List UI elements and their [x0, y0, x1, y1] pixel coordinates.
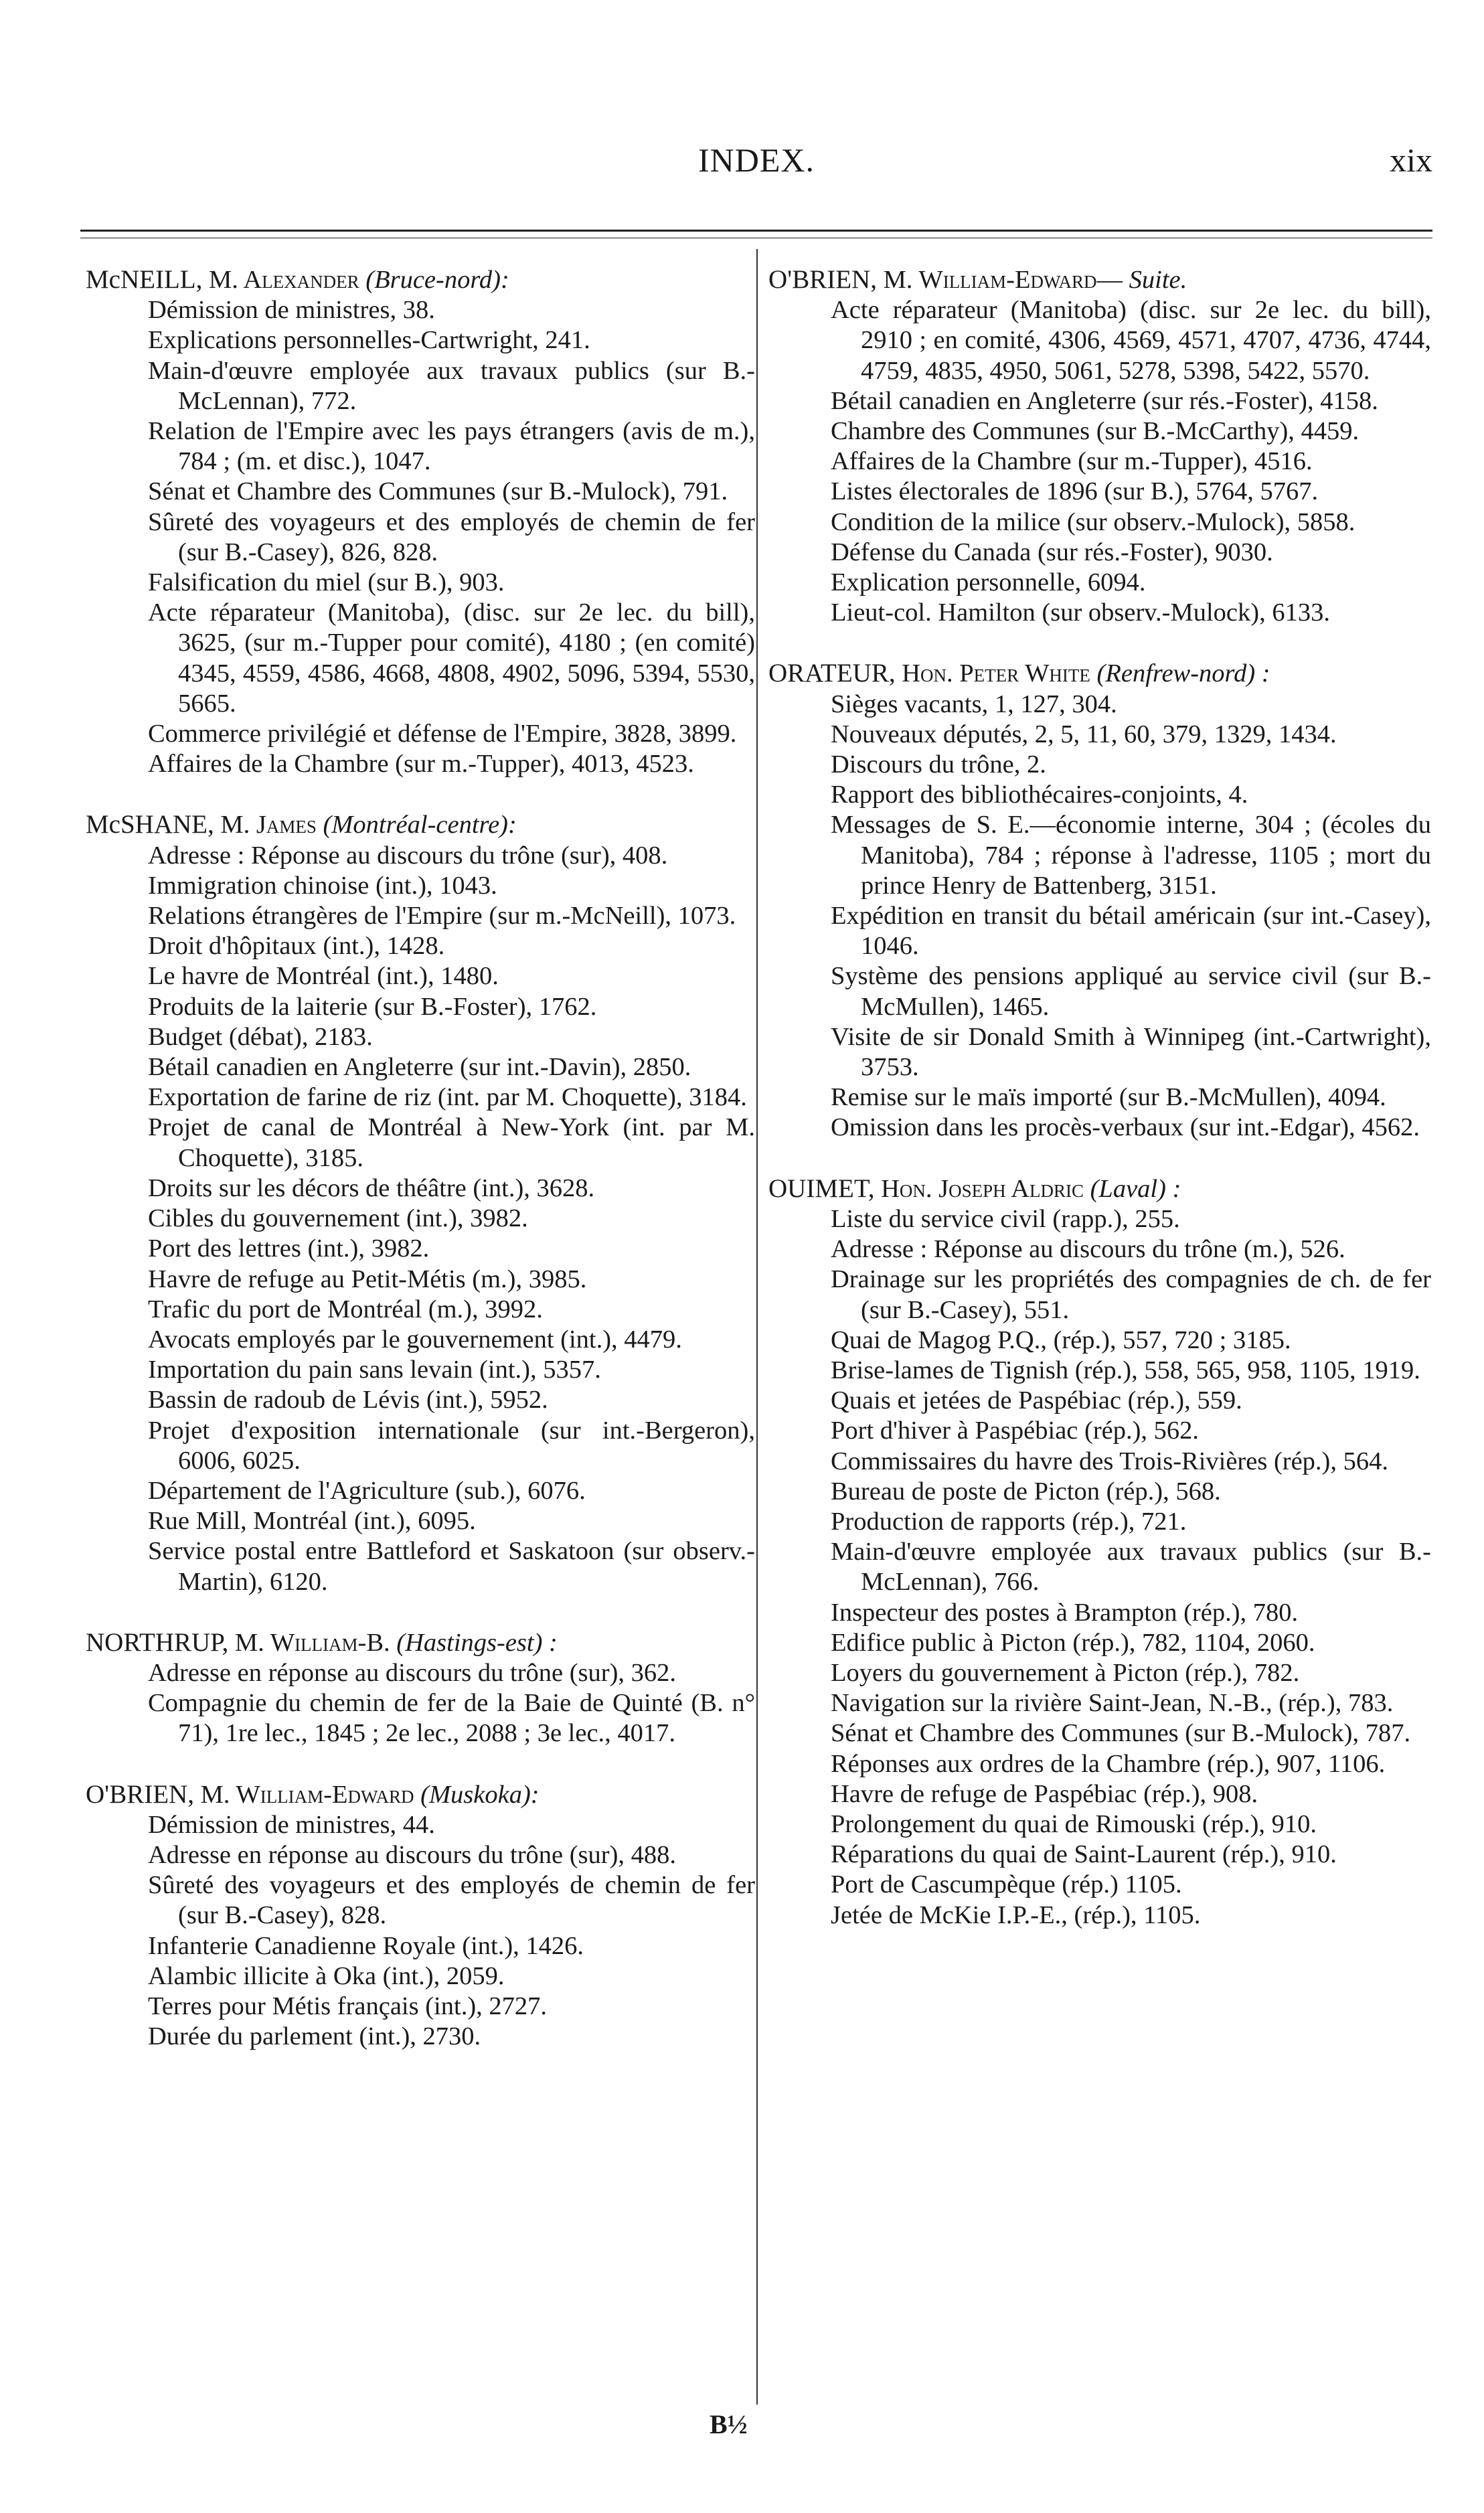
index-item: Expédition en transit du bétail américain (sur int.-Casey), 1046.	[831, 902, 1431, 961]
member-surname: ORATEUR,	[768, 659, 896, 688]
index-item: Affaires de la Chambre (sur m.-Tupper), 4516.	[831, 447, 1313, 476]
index-item: Importation du pain sans levain (int.), 5357.	[148, 1356, 601, 1384]
index-item: Quais et jetées de Paspébiac (rép.), 559.	[831, 1386, 1242, 1415]
member-title: M. William-Edward—	[883, 266, 1123, 294]
entry-heading	[768, 1173, 1431, 1204]
index-item: Sénat et Chambre des Communes (sur B.-Mulock), 791.	[148, 477, 728, 506]
index-item: Sénat et Chambre des Communes (sur B.-Mulock), 787.	[831, 1719, 1411, 1748]
index-item: Inspecteur des postes à Brampton (rép.), 780.	[831, 1598, 1299, 1627]
index-item: Cibles du gouvernement (int.), 3982.	[148, 1204, 528, 1233]
index-item: Département de l'Agriculture (sub.), 6076.	[148, 1476, 586, 1505]
index-item: Drainage sur les propriétés des compagnies de ch. de fer (sur B.-Casey), 551.	[831, 1265, 1431, 1324]
member-surname: O'BRIEN,	[86, 1779, 194, 1809]
index-item: Falsification du miel (sur B.), 903.	[148, 568, 505, 597]
index-item: Trafic du port de Montréal (m.), 3992.	[148, 1295, 543, 1323]
index-item: Sûreté des voyageurs et des employés de chemin de fer (sur B.-Casey), 826, 828.	[148, 507, 755, 566]
index-entry	[86, 809, 755, 1597]
index-item: Havre de refuge au Petit-Métis (m.), 3985.	[148, 1265, 587, 1293]
index-item: Exportation de farine de riz (int. par M. Choquette), 3184.	[148, 1083, 747, 1112]
index-item: Visite de sir Donald Smith à Winnipeg (int.-Cartwright), 3753.	[831, 1022, 1431, 1082]
index-item: Navigation sur la rivière Saint-Jean, N.-B., (rép.), 783.	[831, 1689, 1394, 1718]
index-item: Affaires de la Chambre (sur m.-Tupper), 4013, 4523.	[148, 750, 694, 779]
index-item: Liste du service civil (rapp.), 255.	[831, 1204, 1180, 1233]
index-item: Port d'hiver à Paspébiac (rép.), 562.	[831, 1416, 1200, 1445]
entry-heading	[768, 658, 1431, 689]
index-entry	[86, 1627, 755, 1749]
index-item: Havre de refuge de Paspébiac (rép.), 908.	[831, 1779, 1258, 1808]
entry-heading	[86, 809, 755, 840]
index-item: Production de rapports (rép.), 721.	[831, 1507, 1187, 1536]
index-item: Brise-lames de Tignish (rép.), 558, 565, 958, 1105, 1919.	[831, 1356, 1420, 1384]
member-riding: (Renfrew-nord) :	[1096, 659, 1270, 688]
member-surname: OUIMET,	[768, 1173, 875, 1203]
index-entry	[768, 1173, 1431, 1931]
index-entry	[768, 264, 1431, 628]
index-entry	[768, 658, 1431, 1143]
index-item: Relation de l'Empire avec les pays étrangers (avis de m.), 784 ; (m. et disc.), 1047.	[148, 417, 755, 476]
member-surname: O'BRIEN,	[768, 265, 877, 294]
index-item: Défense du Canada (sur rés.-Foster), 9030.	[831, 538, 1273, 566]
member-surname: NORTHRUP,	[86, 1627, 229, 1657]
index-item: Main-d'œuvre employée aux travaux publics (sur B.-McLennan), 772.	[148, 356, 755, 415]
member-riding: (Bruce-nord):	[365, 266, 509, 294]
index-item: Loyers du gouvernement à Picton (rép.), 782.	[831, 1658, 1300, 1687]
index-item: Main-d'œuvre employée aux travaux publics (sur B.-McLennan), 766.	[831, 1538, 1431, 1597]
column-divider	[756, 249, 758, 2405]
index-item: Bureau de poste de Picton (rép.), 568.	[831, 1477, 1221, 1506]
index-item: Bassin de radoub de Lévis (int.), 5952.	[148, 1386, 548, 1414]
index-item: Commerce privilégié et défense de l'Empire, 3828, 3899.	[148, 720, 737, 748]
index-item: Sièges vacants, 1, 127, 304.	[831, 690, 1117, 718]
index-item: Le havre de Montréal (int.), 1480.	[148, 962, 499, 991]
index-item: Adresse : Réponse au discours du trône (m.), 526.	[831, 1235, 1345, 1264]
entry-heading	[768, 264, 1431, 295]
page-number: xix	[1390, 141, 1432, 179]
index-item: Projet d'exposition internationale (sur int.-Bergeron), 6006, 6025.	[148, 1416, 755, 1475]
index-item: Réponses aux ordres de la Chambre (rép.), 907, 1106.	[831, 1749, 1386, 1778]
entry-heading	[86, 264, 755, 295]
index-item: Infanterie Canadienne Royale (int.), 1426.	[148, 1931, 584, 1960]
member-riding: (Laval) :	[1090, 1174, 1181, 1203]
index-item: Droit d'hôpitaux (int.), 1428.	[148, 932, 445, 961]
index-item: Durée du parlement (int.), 2730.	[148, 2022, 481, 2051]
index-item: Droits sur les décors de théâtre (int.), 3628.	[148, 1173, 595, 1202]
index-item: Avocats employés par le gouvernement (int.), 4479.	[148, 1325, 682, 1354]
page-title: INDEX.	[697, 141, 815, 179]
member-title: M. William-Edward	[200, 1780, 414, 1809]
index-item: Relations étrangères de l'Empire (sur m.-McNeill), 1073.	[148, 902, 736, 930]
index-item: Démission de ministres, 44.	[148, 1810, 435, 1839]
index-item: Réparations du quai de Saint-Laurent (rép.), 910.	[831, 1840, 1337, 1869]
index-item: Prolongement du quai de Rimouski (rép.), 910.	[831, 1809, 1317, 1838]
index-item: Nouveaux députés, 2, 5, 11, 60, 379, 1329, 1434.	[831, 720, 1337, 748]
index-item: Démission de ministres, 38.	[148, 296, 435, 325]
index-item: Adresse en réponse au discours du trône (sur), 488.	[148, 1840, 677, 1869]
printer-signature: B½	[710, 2409, 748, 2439]
member-riding: (Montréal-centre):	[323, 811, 517, 839]
member-title: Hon. Peter White	[902, 659, 1090, 688]
entry-heading	[86, 1627, 755, 1658]
index-item: Immigration chinoise (int.), 1043.	[148, 871, 497, 900]
index-item: Compagnie du chemin de fer de la Baie de Quinté (B. n° 71), 1re lec., 1845 ; 2e lec., 2088 ; 3e lec., 4017.	[148, 1689, 755, 1748]
index-item: Condition de la milice (sur observ.-Mulock), 5858.	[831, 507, 1355, 536]
index-item: Messages de S. E.—économie interne, 304 ; (écoles du Manitoba), 784 ; réponse à l'adresse, 1105 ; mort du prince Henry de Battenberg, 3151.	[831, 811, 1431, 900]
index-item: Produits de la laiterie (sur B.-Foster), 1762.	[148, 992, 597, 1021]
index-item: Omission dans les procès-verbaux (sur int.-Edgar), 4562.	[831, 1113, 1420, 1142]
right-column	[768, 264, 1431, 1961]
member-riding: (Muskoka):	[420, 1780, 540, 1809]
index-item: Port des lettres (int.), 3982.	[148, 1234, 430, 1263]
index-item: Commissaires du havre des Trois-Rivières (rép.), 564.	[831, 1447, 1388, 1475]
index-item: Bétail canadien en Angleterre (sur int.-Davin), 2850.	[148, 1053, 691, 1082]
index-item: Quai de Magog P.Q., (rép.), 557, 720 ; 3185.	[831, 1325, 1291, 1354]
index-item: Terres pour Métis français (int.), 2727.	[148, 1992, 548, 2020]
index-item: Rue Mill, Montréal (int.), 6095.	[148, 1507, 476, 1536]
index-item: Adresse en réponse au discours du trône (sur), 362.	[148, 1658, 677, 1687]
index-item: Jetée de McKie I.P.-E., (rép.), 1105.	[831, 1900, 1201, 1929]
member-riding: (Hastings-est) :	[396, 1628, 558, 1657]
index-item: Remise sur le maïs importé (sur B.-McMullen), 4094.	[831, 1083, 1386, 1112]
index-item: Listes électorales de 1896 (sur B.), 5764, 5767.	[831, 477, 1319, 506]
index-item: Discours du trône, 2.	[831, 750, 1046, 779]
member-riding: Suite.	[1129, 266, 1187, 294]
index-item: Port de Cascumpèque (rép.) 1105.	[831, 1870, 1182, 1899]
left-column	[86, 264, 755, 2082]
index-item: Acte réparateur (Manitoba), (disc. sur 2e lec. du bill), 3625, (sur m.-Tupper pour comité), 4180 ; (en comité) 4345, 4559, 4586, 4668, 4808, 4902, 5096, 5394, 5530, 5665.	[148, 598, 755, 718]
page-header	[80, 141, 1432, 201]
index-item: Edifice public à Picton (rép.), 782, 1104, 2060.	[831, 1628, 1315, 1657]
index-entry	[86, 1779, 755, 2052]
member-title: M. William-B.	[234, 1628, 390, 1657]
index-item: Adresse : Réponse au discours du trône (sur), 408.	[148, 841, 668, 870]
index-entry	[86, 264, 755, 779]
index-item: Chambre des Communes (sur B.-McCarthy), 4459.	[831, 417, 1359, 446]
index-item: Explication personnelle, 6094.	[831, 568, 1146, 597]
index-item: Rapport des bibliothécaires-conjoints, 4.	[831, 781, 1248, 809]
index-item: Projet de canal de Montréal à New-York (int. par M. Choquette), 3185.	[148, 1113, 755, 1172]
entry-heading	[86, 1779, 755, 1810]
index-item: Acte réparateur (Manitoba) (disc. sur 2e lec. du bill), 2910 ; en comité, 4306, 4569, 4571, 4707, 4736, 4744, 4759, 4835, 4950, 5061, 5278, 5398, 5422, 5570.	[831, 296, 1431, 385]
member-title: M. James	[220, 811, 317, 839]
member-surname: McNEILL,	[86, 265, 203, 294]
index-item: Bétail canadien en Angleterre (sur rés.-Foster), 4158.	[831, 386, 1378, 415]
index-item: Service postal entre Battleford et Saskatoon (sur observ.-Martin), 6120.	[148, 1537, 755, 1596]
index-item: Système des pensions appliqué au service civil (sur B.-McMullen), 1465.	[831, 962, 1431, 1021]
member-surname: McSHANE,	[86, 810, 214, 839]
header-rule-thick	[80, 230, 1432, 232]
index-item: Budget (débat), 2183.	[148, 1022, 373, 1051]
index-item: Explications personnelles-Cartwright, 241.	[148, 326, 590, 355]
index-item: Sûreté des voyageurs et des employés de chemin de fer (sur B.-Casey), 828.	[148, 1871, 755, 1930]
member-title: M. Alexander	[208, 266, 359, 294]
member-title: Hon. Joseph Aldric	[881, 1174, 1084, 1203]
index-item: Lieut-col. Hamilton (sur observ.-Mulock), 6133.	[831, 598, 1330, 627]
index-item: Alambic illicite à Oka (int.), 2059.	[148, 1961, 505, 1990]
